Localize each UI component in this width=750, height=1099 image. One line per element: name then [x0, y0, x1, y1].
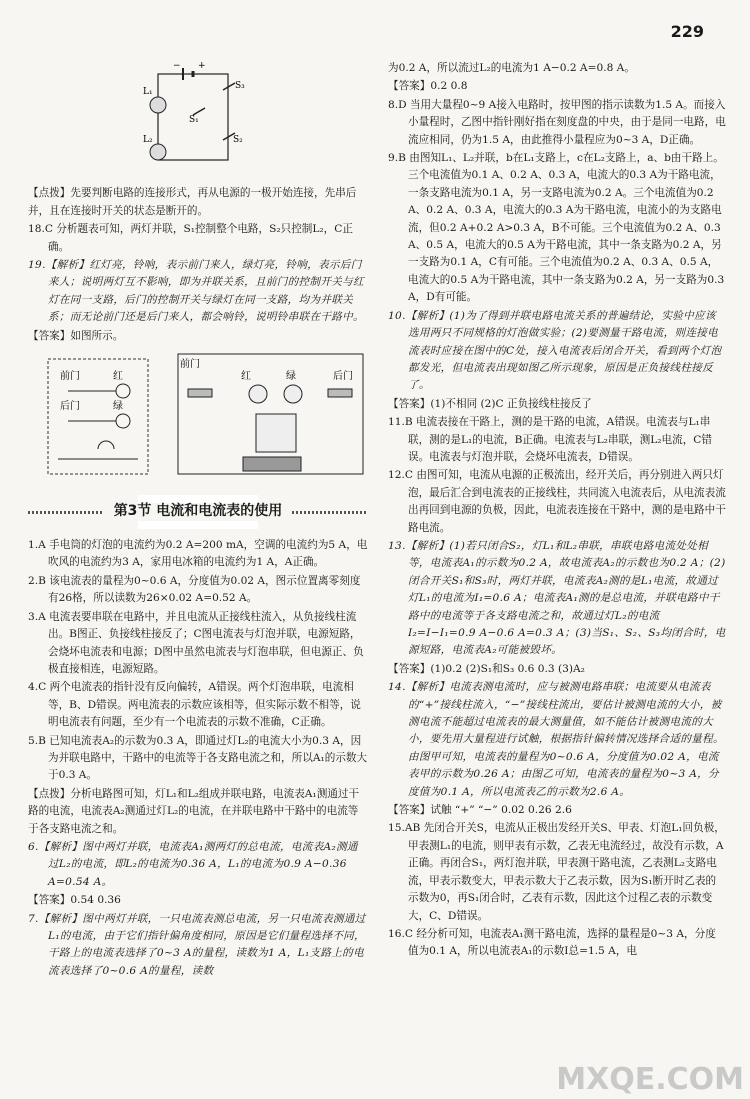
left-items: [28, 537, 368, 980]
list-item: 为0.2 A，所以流过L₂的电流为1 A−0.2 A=0.8 A。: [388, 62, 635, 74]
back-door-label: 后门: [333, 371, 353, 383]
front-door-label: 前门: [180, 359, 200, 371]
green-lamp-label: 绿: [286, 371, 296, 383]
lamp-l1-label: L₁: [143, 87, 153, 97]
list-item: 【答案】(1)0.2 (2)S₁和S₃ 0.6 0.3 (3)A₂: [388, 662, 585, 675]
switch-s2-label: S₂: [233, 135, 243, 145]
item-19-analysis: 19.【解析】红灯亮，铃响，表示前门来人，绿灯亮，铃响，表示后门来人；说明两灯互不影响，即为并联关系，且前门的控制开关与红灯在同一支路，后门的控制开关与绿灯在同一支路，均为并联关系；而无论前门还是后门来人，都会响铃，说明铃串联在干路中。: [28, 259, 364, 324]
switch-s3-label: S₃: [235, 81, 245, 91]
list-item: 12.C 由图可知，电流从电源的正极流出，经开关后，再分别进入两只灯泡，最后汇合到电流表的正接线柱，共同流入电流表后，从电流表流出再回到电源的负极，因此，电流表连接在干路中，测的是电路中干路电流。: [388, 469, 726, 534]
list-item: 【答案】(1)不相同 (2)C 正负接线柱接反了: [388, 397, 592, 410]
list-item: 【点拨】分析电路图可知，灯L₁和L₂组成并联电路，电流表A₁测通过干路的电流，电流表A₂测通过灯L₂的电流，在并联电路中干路中的电流等于各支路电流之和。: [28, 787, 360, 835]
small-front-door-label: 前门: [60, 371, 80, 383]
item-18: 18.C 分析题表可知，两灯并联，S₁控制整个电路，S₂只控制L₂，C正确。: [28, 223, 353, 253]
list-item: 9.B 由图知L₁、L₂并联，b在L₁支路上，c在L₂支路上，a、b由干路上。三个电流值为0.1 A、0.2 A、0.3 A，电流大的0.3 A为干路电流，一条支路电流为0.1 A，另一支路电流为0.2 A。三个电流值为0.2 A、0.2 A、0.3 A，电流大的0.3 A为干路电流，电流小的为支路电流，但0.2 A+0.2 A>0.3 A，B不可能。三个电流值为0.2 A、0.3 A、0.5 A，电流大的0.5 A为干路电流，其中一条支路为0.2 A，另一支路为0.1 A，C有可能。三个电流值为0.2 A、0.3 A、0.5 A，电流大的0.5 A为干路电流，其中一条支路为0.2 A，另一支路为0.3 A，D有可能。: [388, 152, 725, 304]
small-back-door-label: 后门: [60, 401, 80, 413]
red-lamp-label: 红: [241, 371, 251, 383]
small-green-label: 绿: [113, 401, 123, 413]
list-item: 10.【解析】(1)为了得到并联电路电流关系的普遍结论，实验中应该选用两只不同规格的灯泡做实验；(2)要测量干路电流，则连接电流表时应接在图中的C处，接入电流表后闭合开关，看到两个灯泡都发光，但电流表出现如图乙所示现象，原因是正负接线柱接反了。: [388, 309, 722, 392]
list-item: 15.AB 先闭合开关S，电流从正极出发经开关S、甲表、灯泡L₁回负极，甲表测L₁的电流，则甲表有示数，乙表无电流经过，故没有示数，A正确。再闭合S₁，两灯泡并联，甲表测干路电流，乙表测L₂支路电流，甲表示数变大，甲表示数大于乙表示数，因为S₁断开时乙表的示数为0，再S₁闭合时，乙表有示数，因此这个过程乙表的示数变大，C、D错误。: [388, 822, 725, 922]
right-column: [388, 60, 726, 962]
list-item: 【答案】0.2 0.8: [388, 80, 468, 93]
list-item: 【答案】试触 “+” “−” 0.02 0.26 2.6: [388, 804, 572, 817]
watermark-text: MXQE.COM: [556, 1062, 744, 1097]
circuit-diagram-top: [123, 60, 273, 175]
list-item: 16.C 经分析可知，电流表A₁测干路电流，选择的量程是0~3 A，分度值为0.1 A，所以电流表A₁的示数I总=1.5 A，电: [388, 927, 716, 958]
lamp-l2-label: L₂: [143, 135, 153, 145]
small-red-label: 红: [113, 371, 123, 383]
page-number: 229: [670, 22, 704, 41]
list-item: 1.A 手电筒的灯泡的电流约为0.2 A=200 mA，空调的电流约为5 A，电吹风的电流约为3 A，家用电冰箱的电流约为1 A，A正确。: [28, 539, 368, 569]
list-item: 3.A 电流表要串联在电路中，并且电流从正接线柱流入，从负接线柱流出。B图正、负接线柱接反了；C图电流表与灯泡并联，电源短路，会烧坏电流表和电源；D图中虽然电流表与灯泡串联，但电源正、负极直接相连，电源短路。: [28, 610, 364, 675]
list-item: 4.C 两个电流表的指针没有反向偏转，A错误。两个灯泡串联，电流相等，B、D错误。两电流表的示数应该相等，但实际示数不相等，说明电流表有问题，至少有一个电流表的示数不准确，C正确。: [28, 681, 361, 729]
battery-minus-label: −: [173, 61, 181, 71]
doorbell-circuit-diagram: [28, 349, 368, 489]
item-19-answer: 【答案】如图所示。: [28, 329, 124, 342]
left-column: [28, 60, 368, 981]
list-item: 7.【解析】图中两灯并联，一只电流表测总电流，另一只电流表测通过L₁的电流，由于它们指针偏角度相同，原因是它们量程选择不同，干路上的电流表选择了0~3 A的量程，读数为1 A，L₁支路上的电流表选择了0~0.6 A的量程，读数: [28, 912, 366, 977]
list-item: 6.【解析】图中两灯并联，电流表A₁测两灯的总电流，电流表A₂测通过L₂的电流，即L₂的电流为0.36 A，L₁的电流为0.9 A−0.36 A=0.54 A。: [28, 840, 358, 888]
hint-paragraph: 【点拨】先要判断电路的连接形式，再从电源的一极开始连接，先串后并，且在连接时开关的状态是断开的。: [28, 187, 357, 217]
list-item: 14.【解析】电流表测电流时，应与被测电路串联；电流要从电流表的“+”接线柱流入，“−”接线柱流出，要估计被测电流的大小，被测电流不能超过电流表的最大测量值，如不能估计被测电流的大小，要先用大量程进行试触，根据指针偏转情况选择合适的量程。由图甲可知，电流表的量程为0~0.6 A，分度值为0.02 A，电流表甲的示数为0.26 A；由图乙可知，电流表的量程为0~3 A，分度值为0.1 A，所以电流表乙的示数为2.6 A。: [388, 681, 724, 798]
list-item: 11.B 电流表接在干路上，测的是干路的电流，A错误。电流表与L₁串联，测的是L₁的电流，B正确。电流表与L₂串联，测L₂电流，C错误。电流表与灯泡并联，会烧坏电流表，D错误。: [388, 416, 712, 463]
list-item: 8.D 当用大量程0~9 A接入电路时，按甲图的指示读数为1.5 A。而接入小量程时，乙图中指针刚好指在刻度盘的中央，由于是同一电路，电流应相同，仍为1.5 A，由此推得小量程应为0~3 A，D正确。: [388, 98, 726, 146]
battery-plus-label: +: [198, 61, 206, 71]
list-item: 2.B 该电流表的量程为0~0.6 A，分度值为0.02 A，图示位置离零刻度有26格，所以读数为26×0.02 A=0.52 A。: [28, 574, 361, 605]
list-item: 13.【解析】(1)若只闭合S₂，灯L₁和L₂串联，串联电路电流处处相等，电流表A₁的示数为0.2 A，故电流表A₂的示数也为0.2 A；(2)闭合开关S₁和S₃时，两灯并联，电流表A₂测的是L₁电流，故通过灯L₁的电流为I₁=0.6 A；电流表A₁测的是总电流，并联电路中干路中的电流等于各支路电流之和，故通过灯L₂的电流I₂=I−I₁=0.9 A−0.6 A=0.3 A；(3)当S₁、S₂、S₃均闭合时，电源短路，电流表A₂可能被毁坏。: [388, 539, 726, 657]
circuit-answer-figure: [28, 349, 368, 489]
list-item: 5.B 已知电流表A₂的示数为0.3 A，即通过灯L₂的电流大小为0.3 A，因为并联电路中，干路中的电流等于各支路电流之和，所以A₁的示数大于0.3 A。: [28, 734, 368, 782]
switch-s1-label: S₁: [189, 115, 199, 125]
section-title: 第3节 电流和电流表的使用: [28, 495, 368, 529]
list-item: 【答案】0.54 0.36: [28, 894, 121, 907]
